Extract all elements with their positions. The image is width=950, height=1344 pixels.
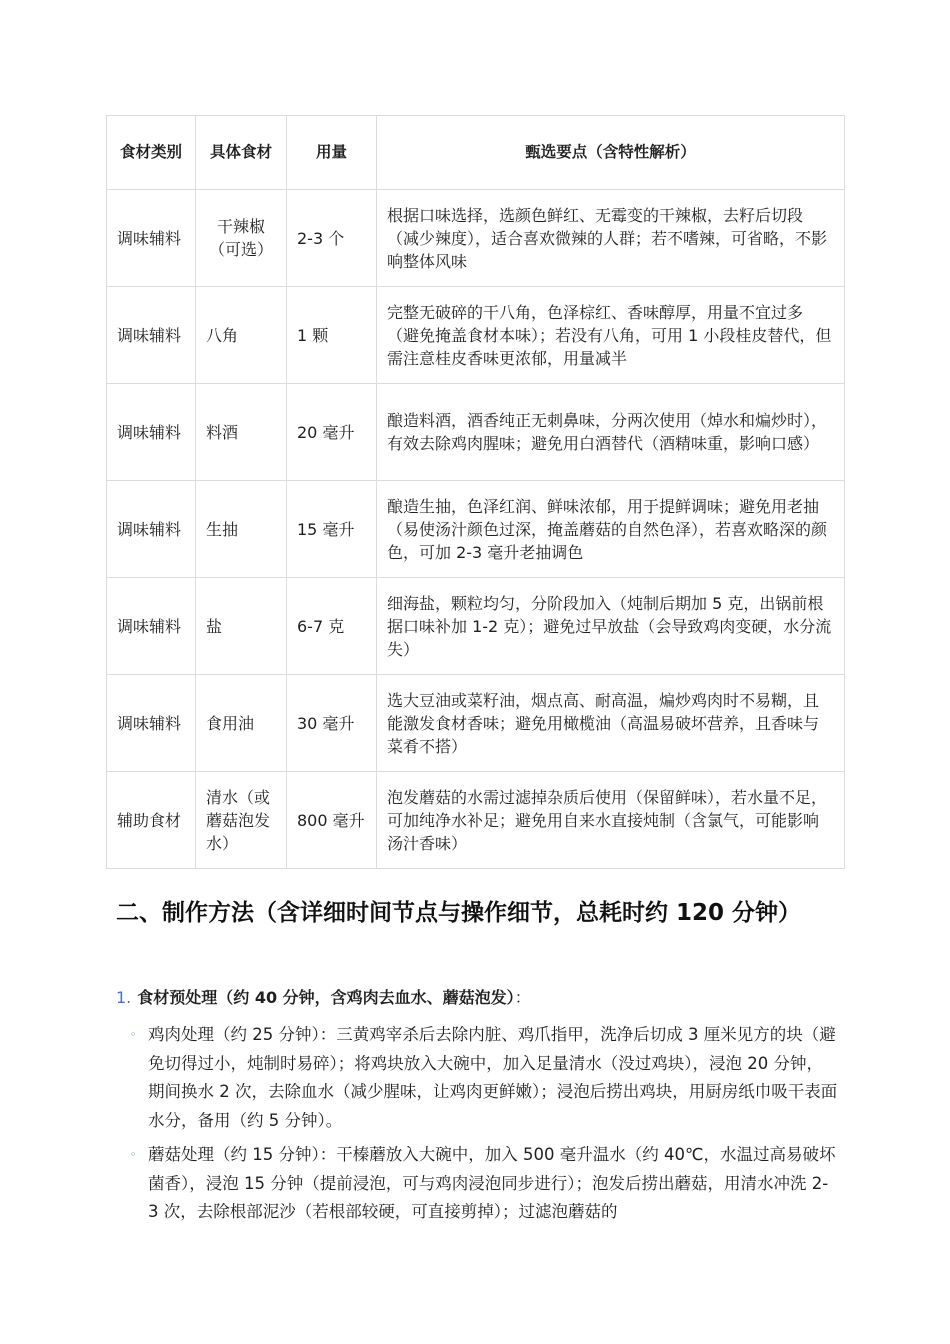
cell-item: 清水（或蘑菇泡发水） <box>196 772 287 869</box>
sub-item-text: 鸡肉处理（约 25 分钟）：三黄鸡宰杀后去除内脏、鸡爪指甲，洗净后切成 3 厘米见方的块（避免切得过小，炖制时易碎）；将鸡块放入大碗中，加入足量清水（没过鸡块），浸泡 20 分钟，期间换水 2 次，去除血水（减少腥味，让鸡肉更鲜嫩）；浸泡后捞出鸡块，用厨房纸巾吸干表面水分，备用（约 5 分钟）。 <box>148 1025 838 1130</box>
table-row <box>107 190 845 287</box>
cell-category: 调味辅料 <box>107 675 196 772</box>
table-row <box>107 675 845 772</box>
cell-amount: 800 毫升 <box>287 772 377 869</box>
cell-amount: 15 毫升 <box>287 481 377 578</box>
cell-item: 生抽 <box>196 481 287 578</box>
cell-item: 八角 <box>196 287 287 384</box>
cell-amount: 20 毫升 <box>287 384 377 481</box>
cell-item: 料酒 <box>196 384 287 481</box>
cell-notes: 完整无破碎的干八角，色泽棕红、香味醇厚，用量不宜过多（避免掩盖食材本味）；若没有八角，可用 1 小段桂皮替代，但需注意桂皮香味更浓郁，用量减半 <box>377 287 845 384</box>
bullet-icon: ◦ <box>130 1028 137 1041</box>
step-number: 1. <box>116 988 132 1007</box>
cell-item: 干辣椒（可选） <box>196 190 287 287</box>
ingredients-table <box>106 115 845 869</box>
header-item: 具体食材 <box>196 116 287 190</box>
bullet-icon: ◦ <box>130 1148 137 1161</box>
table-row <box>107 384 845 481</box>
cell-notes: 酿造生抽，色泽红润、鲜味浓郁，用于提鲜调味；避免用老抽（易使汤汁颜色过深，掩盖蘑菇的自然色泽），若喜欢略深的颜色，可加 2-3 毫升老抽调色 <box>377 481 845 578</box>
header-amount: 用量 <box>287 116 377 190</box>
cell-amount: 2-3 个 <box>287 190 377 287</box>
cell-category: 调味辅料 <box>107 384 196 481</box>
cell-amount: 30 毫升 <box>287 675 377 772</box>
header-notes: 甄选要点（含特性解析） <box>377 116 845 190</box>
table-row <box>107 481 845 578</box>
sub-item-mushroom <box>130 1141 838 1227</box>
cell-item: 盐 <box>196 578 287 675</box>
cell-category: 调味辅料 <box>107 190 196 287</box>
step-1 <box>116 986 531 1010</box>
cell-category: 调味辅料 <box>107 578 196 675</box>
table-row <box>107 287 845 384</box>
section-heading: 二、制作方法（含详细时间节点与操作细节，总耗时约 120 分钟） <box>116 900 802 926</box>
cell-notes: 泡发蘑菇的水需过滤掉杂质后使用（保留鲜味），若水量不足，可加纯净水补足；避免用自来水直接炖制（含氯气，可能影响汤汁香味） <box>377 772 845 869</box>
header-category: 食材类别 <box>107 116 196 190</box>
cell-category: 调味辅料 <box>107 481 196 578</box>
cell-amount: 6-7 克 <box>287 578 377 675</box>
table-header-row <box>107 116 845 190</box>
cell-notes: 酿造料酒，酒香纯正无刺鼻味，分两次使用（焯水和煸炒时），有效去除鸡肉腥味；避免用白酒替代（酒精味重，影响口感） <box>377 384 845 481</box>
sub-item-text: 蘑菇处理（约 15 分钟）：干榛蘑放入大碗中，加入 500 毫升温水（约 40℃，水温过高易破坏菌香），浸泡 15 分钟（提前浸泡，可与鸡肉浸泡同步进行）；泡发后捞出蘑菇，用清水冲洗 2-3 次，去除根部泥沙（若根部较硬，可直接剪掉）；过滤泡蘑菇的 <box>148 1145 836 1221</box>
cell-notes: 根据口味选择，选颜色鲜红、无霉变的干辣椒，去籽后切段（减少辣度），适合喜欢微辣的人群；若不嗜辣，可省略，不影响整体风味 <box>377 190 845 287</box>
cell-category: 调味辅料 <box>107 287 196 384</box>
cell-category: 辅助食材 <box>107 772 196 869</box>
table-row <box>107 578 845 675</box>
cell-amount: 1 颗 <box>287 287 377 384</box>
cell-notes: 选大豆油或菜籽油，烟点高、耐高温，煸炒鸡肉时不易糊，且能激发食材香味；避免用橄榄油（高温易破坏营养，且香味与菜肴不搭） <box>377 675 845 772</box>
cell-item: 食用油 <box>196 675 287 772</box>
cell-notes: 细海盐，颗粒均匀，分阶段加入（炖制后期加 5 克，出锅前根据口味补加 1-2 克）；避免过早放盐（会导致鸡肉变硬，水分流失） <box>377 578 845 675</box>
table-row <box>107 772 845 869</box>
document-page <box>106 115 844 1221</box>
sub-item-chicken <box>130 1021 838 1135</box>
step-title: 食材预处理（约 40 分钟，含鸡肉去血水、蘑菇泡发） <box>137 988 515 1007</box>
step-colon: ： <box>514 988 531 1007</box>
